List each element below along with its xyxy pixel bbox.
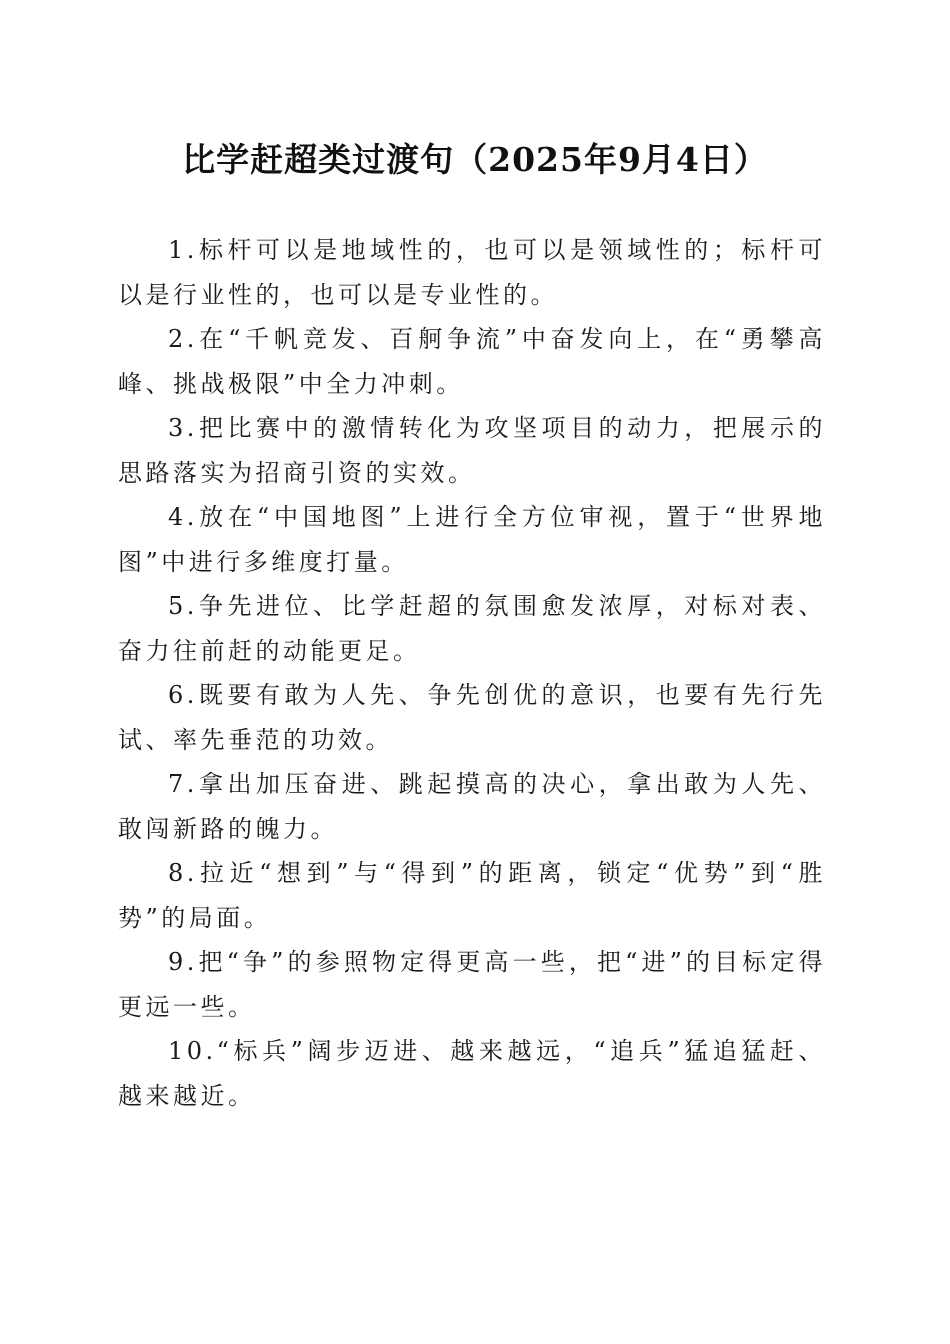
list-item-2: 2.在“千帆竞发、百舸争流”中奋发向上，在“勇攀高峰、挑战极限”中全力冲刺。	[118, 325, 826, 398]
list-item-4: 4.放在“中国地图”上进行全方位审视，置于“世界地图”中进行多维度打量。	[118, 503, 826, 576]
document-title: 比学赶超类过渡句（2025年9月4日）	[182, 140, 768, 179]
list-item-3: 3.把比赛中的激情转化为攻坚项目的动力，把展示的思路落实为招商引资的实效。	[118, 414, 826, 487]
list-item-6: 6.既要有敢为人先、争先创优的意识，也要有先行先试、率先垂范的功效。	[118, 681, 826, 754]
list-item-8: 8.拉近“想到”与“得到”的距离，锁定“优势”到“胜势”的局面。	[118, 859, 826, 932]
list-item-1: 1.标杆可以是地域性的，也可以是领域性的；标杆可以是行业性的，也可以是专业性的。	[118, 236, 826, 309]
list-item-9: 9.把“争”的参照物定得更高一些，把“进”的目标定得更远一些。	[118, 948, 826, 1021]
list-item-7: 7.拿出加压奋进、跳起摸高的决心，拿出敢为人先、敢闯新路的魄力。	[118, 770, 826, 843]
list-item-5: 5.争先进位、比学赶超的氛围愈发浓厚，对标对表、奋力往前赶的动能更足。	[118, 592, 826, 665]
document-body	[118, 228, 826, 1118]
list-item-10: 10.“标兵”阔步迈进、越来越远，“追兵”猛追猛赶、越来越近。	[118, 1037, 826, 1110]
